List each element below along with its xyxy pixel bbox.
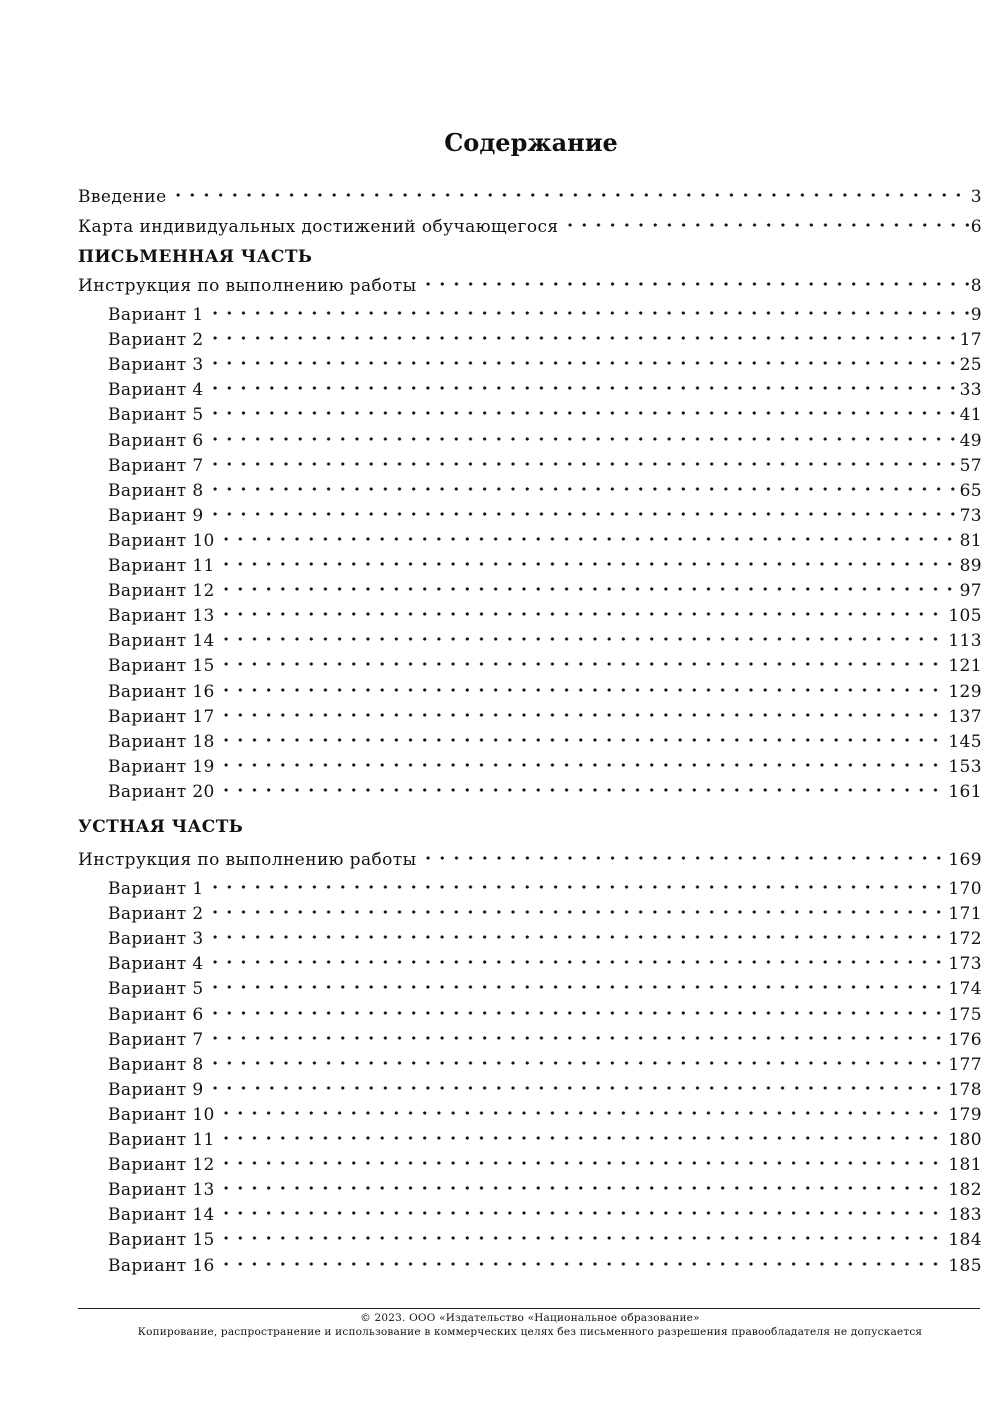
toc-entry-label: Вариант 8 bbox=[108, 1054, 204, 1075]
toc-entry-label: Вариант 6 bbox=[108, 430, 204, 451]
dot-leader bbox=[208, 977, 948, 997]
toc-entry-variant bbox=[108, 1100, 982, 1125]
toc-entry-page: 65 bbox=[959, 480, 982, 501]
dot-leader bbox=[208, 1003, 948, 1023]
toc-entry-page: 25 bbox=[959, 355, 982, 376]
toc-entry-label: Вариант 9 bbox=[108, 1079, 204, 1100]
toc-entry-page: 171 bbox=[948, 904, 982, 925]
toc-entry-variant bbox=[108, 576, 982, 601]
dot-leader bbox=[219, 554, 959, 574]
dot-leader bbox=[219, 705, 948, 725]
dot-leader bbox=[219, 654, 948, 674]
dot-leader bbox=[219, 604, 948, 624]
toc-entry-page: 172 bbox=[948, 929, 982, 950]
toc-entry-page: 153 bbox=[948, 756, 982, 777]
toc-entry-label: Вариант 12 bbox=[108, 1155, 215, 1176]
dot-leader bbox=[208, 1078, 948, 1098]
toc-entry-page: 184 bbox=[948, 1230, 982, 1251]
toc-entry-page: 97 bbox=[959, 581, 982, 602]
dot-leader bbox=[219, 579, 959, 599]
dot-leader bbox=[219, 1203, 948, 1223]
toc-entry-page: 170 bbox=[948, 879, 982, 899]
toc-entry-label: Вариант 14 bbox=[108, 1205, 215, 1226]
toc-entry-label: Вариант 8 bbox=[108, 480, 204, 501]
dot-leader bbox=[208, 303, 970, 323]
dot-leader bbox=[219, 529, 959, 549]
toc-entry-page: 180 bbox=[948, 1130, 982, 1150]
dot-leader bbox=[208, 902, 948, 922]
footer-divider bbox=[78, 1308, 980, 1309]
toc-entry-page: 137 bbox=[948, 706, 982, 727]
toc-entry-page: 57 bbox=[959, 455, 982, 476]
section-heading-written: ПИСЬМЕННАЯ ЧАСТЬ bbox=[78, 247, 313, 267]
toc-entry-variant bbox=[108, 1000, 982, 1025]
toc-entry-label: Инструкция по выполнению работы bbox=[78, 276, 417, 296]
dot-leader bbox=[208, 877, 948, 897]
toc-entry-variant bbox=[108, 924, 982, 949]
toc-entry-page: 89 bbox=[959, 556, 982, 576]
toc-entry-variant bbox=[108, 1050, 982, 1075]
dot-leader bbox=[219, 780, 948, 800]
toc-entry-variant bbox=[108, 526, 982, 551]
toc-entry-label: Вариант 20 bbox=[108, 781, 215, 802]
toc-entry-label: Вариант 3 bbox=[108, 929, 204, 950]
toc-entry-variant bbox=[108, 974, 982, 999]
dot-leader bbox=[208, 403, 959, 423]
toc-entry-label: Вариант 11 bbox=[108, 1130, 215, 1150]
toc-entry-variant bbox=[108, 949, 982, 974]
toc-entry-page: 17 bbox=[959, 330, 982, 351]
toc-entry-label: Вариант 9 bbox=[108, 505, 204, 526]
toc-entry-label: Вариант 2 bbox=[108, 330, 204, 351]
toc-entry-variant bbox=[108, 476, 982, 501]
toc-entry-page: 173 bbox=[948, 954, 982, 975]
toc-entry-label: Вариант 7 bbox=[108, 455, 204, 476]
toc-entry-variant bbox=[108, 350, 982, 375]
toc-entry-variant bbox=[108, 1200, 982, 1225]
dot-leader bbox=[219, 1254, 948, 1274]
toc-entry-page: 6 bbox=[970, 217, 982, 237]
toc-entry-label: Вариант 15 bbox=[108, 1230, 215, 1251]
toc-entry-variant bbox=[108, 325, 982, 350]
toc-entry-label: Вариант 11 bbox=[108, 556, 215, 576]
dot-leader bbox=[208, 927, 948, 947]
toc-entry-label: Вариант 13 bbox=[108, 1180, 215, 1201]
toc-entry-page: 145 bbox=[948, 731, 982, 752]
toc-entry-page: 9 bbox=[970, 305, 982, 325]
dot-leader bbox=[219, 1153, 948, 1173]
toc-entry-oral-instruction bbox=[78, 845, 982, 870]
footer-notice: Копирование, распространение и использование в коммерческих целях без письменного разрешения правообладателя не допускается bbox=[137, 1326, 923, 1338]
toc-entry-label: Вариант 1 bbox=[108, 879, 204, 899]
dot-leader bbox=[421, 274, 970, 294]
toc-entry-variant bbox=[108, 899, 982, 924]
toc-entry-page: 41 bbox=[959, 405, 982, 426]
dot-leader bbox=[208, 353, 959, 373]
toc-entry-page: 177 bbox=[948, 1054, 982, 1075]
toc-entry-variant bbox=[108, 601, 982, 626]
toc-entry-variant bbox=[108, 1075, 982, 1100]
toc-entry-page: 169 bbox=[948, 850, 982, 870]
toc-entry-label: Вариант 4 bbox=[108, 954, 204, 975]
toc-entry-variant bbox=[108, 1150, 982, 1175]
toc-entry-label: Вариант 19 bbox=[108, 756, 215, 777]
toc-entry-variant bbox=[108, 1225, 982, 1250]
toc-entry-page: 81 bbox=[959, 530, 982, 551]
toc-entry-page: 182 bbox=[948, 1180, 982, 1201]
toc-entry-label: Вариант 10 bbox=[108, 1104, 215, 1125]
toc-entry-label: Вариант 16 bbox=[108, 681, 215, 702]
dot-leader bbox=[219, 680, 948, 700]
dot-leader bbox=[219, 629, 948, 649]
dot-leader bbox=[208, 328, 959, 348]
dot-leader bbox=[208, 429, 959, 449]
toc-entry-label: Вариант 3 bbox=[108, 355, 204, 376]
toc-entry-page: 33 bbox=[959, 380, 982, 401]
toc-entry-page: 185 bbox=[948, 1255, 982, 1276]
page-title: Содержание bbox=[444, 128, 618, 157]
toc-entry-variant bbox=[108, 777, 982, 802]
toc-entry-variant bbox=[108, 677, 982, 702]
toc-entry-label: Вариант 1 bbox=[108, 305, 204, 325]
dot-leader bbox=[208, 504, 959, 524]
dot-leader bbox=[219, 755, 948, 775]
toc-entry-variant bbox=[108, 1125, 982, 1150]
toc-entry-page: 178 bbox=[948, 1079, 982, 1100]
toc-entry-intro bbox=[78, 182, 982, 207]
toc-entry-variant bbox=[108, 400, 982, 425]
toc-entry-variant bbox=[108, 451, 982, 476]
section-heading-oral: УСТНАЯ ЧАСТЬ bbox=[78, 817, 244, 837]
toc-entry-label: Вариант 14 bbox=[108, 631, 215, 652]
toc-entry-variant bbox=[108, 651, 982, 676]
toc-entry-page: 174 bbox=[948, 979, 982, 1000]
toc-entry-label: Введение bbox=[78, 187, 167, 207]
toc-entry-label: Вариант 7 bbox=[108, 1029, 204, 1050]
toc-entry-page: 175 bbox=[948, 1004, 982, 1025]
toc-entry-variant bbox=[108, 1025, 982, 1050]
dot-leader bbox=[219, 1178, 948, 1198]
toc-entry-variant bbox=[108, 551, 982, 576]
toc-entry-page: 121 bbox=[948, 656, 982, 677]
toc-entry-page: 183 bbox=[948, 1205, 982, 1226]
dot-leader bbox=[208, 1053, 948, 1073]
dot-leader bbox=[219, 1103, 948, 1123]
toc-entry-label: Вариант 12 bbox=[108, 581, 215, 602]
toc-entry-variant bbox=[108, 300, 982, 325]
dot-leader bbox=[208, 479, 959, 499]
toc-entry-variant bbox=[108, 874, 982, 899]
toc-entry-label: Инструкция по выполнению работы bbox=[78, 850, 417, 870]
toc-entry-variant bbox=[108, 727, 982, 752]
toc-entry-label: Вариант 17 bbox=[108, 706, 215, 727]
toc-entry-label: Вариант 5 bbox=[108, 979, 204, 1000]
toc-entry-variant bbox=[108, 501, 982, 526]
toc-entry-label: Вариант 2 bbox=[108, 904, 204, 925]
toc-entry-label: Вариант 13 bbox=[108, 606, 215, 627]
footer-copyright: © 2023. ООО «Издательство «Национальное образование» bbox=[360, 1312, 700, 1324]
toc-entry-variant bbox=[108, 626, 982, 651]
dot-leader bbox=[219, 730, 948, 750]
dot-leader bbox=[563, 215, 970, 235]
toc-entry-variant bbox=[108, 1175, 982, 1200]
toc-entry-page: 105 bbox=[948, 606, 982, 627]
toc-entry-achievement-map bbox=[78, 212, 982, 237]
toc-entry-label: Карта индивидуальных достижений обучающегося bbox=[78, 217, 559, 237]
toc-entry-variant bbox=[108, 426, 982, 451]
toc-entry-page: 3 bbox=[970, 187, 982, 207]
toc-entry-page: 113 bbox=[948, 631, 982, 652]
toc-entry-variant bbox=[108, 375, 982, 400]
toc-entry-page: 8 bbox=[970, 276, 982, 296]
toc-entry-variant bbox=[108, 752, 982, 777]
dot-leader bbox=[171, 185, 970, 205]
toc-entry-label: Вариант 6 bbox=[108, 1004, 204, 1025]
toc-entry-written-instruction bbox=[78, 271, 982, 296]
toc-entry-label: Вариант 4 bbox=[108, 380, 204, 401]
dot-leader bbox=[208, 378, 959, 398]
toc-entry-label: Вариант 16 bbox=[108, 1255, 215, 1276]
dot-leader bbox=[208, 1028, 948, 1048]
toc-entry-page: 129 bbox=[948, 681, 982, 702]
toc-entry-label: Вариант 15 bbox=[108, 656, 215, 677]
dot-leader bbox=[219, 1228, 948, 1248]
dot-leader bbox=[219, 1128, 948, 1148]
dot-leader bbox=[208, 952, 948, 972]
toc-entry-variant bbox=[108, 1251, 982, 1276]
toc-entry-label: Вариант 18 bbox=[108, 731, 215, 752]
toc-entry-page: 181 bbox=[948, 1155, 982, 1176]
dot-leader bbox=[421, 848, 948, 868]
toc-entry-variant bbox=[108, 702, 982, 727]
toc-entry-page: 73 bbox=[959, 505, 982, 526]
toc-entry-page: 176 bbox=[948, 1029, 982, 1050]
toc-entry-page: 49 bbox=[959, 430, 982, 451]
toc-entry-label: Вариант 10 bbox=[108, 530, 215, 551]
toc-entry-label: Вариант 5 bbox=[108, 405, 204, 426]
toc-entry-page: 161 bbox=[948, 781, 982, 802]
toc-entry-page: 179 bbox=[948, 1104, 982, 1125]
dot-leader bbox=[208, 454, 959, 474]
